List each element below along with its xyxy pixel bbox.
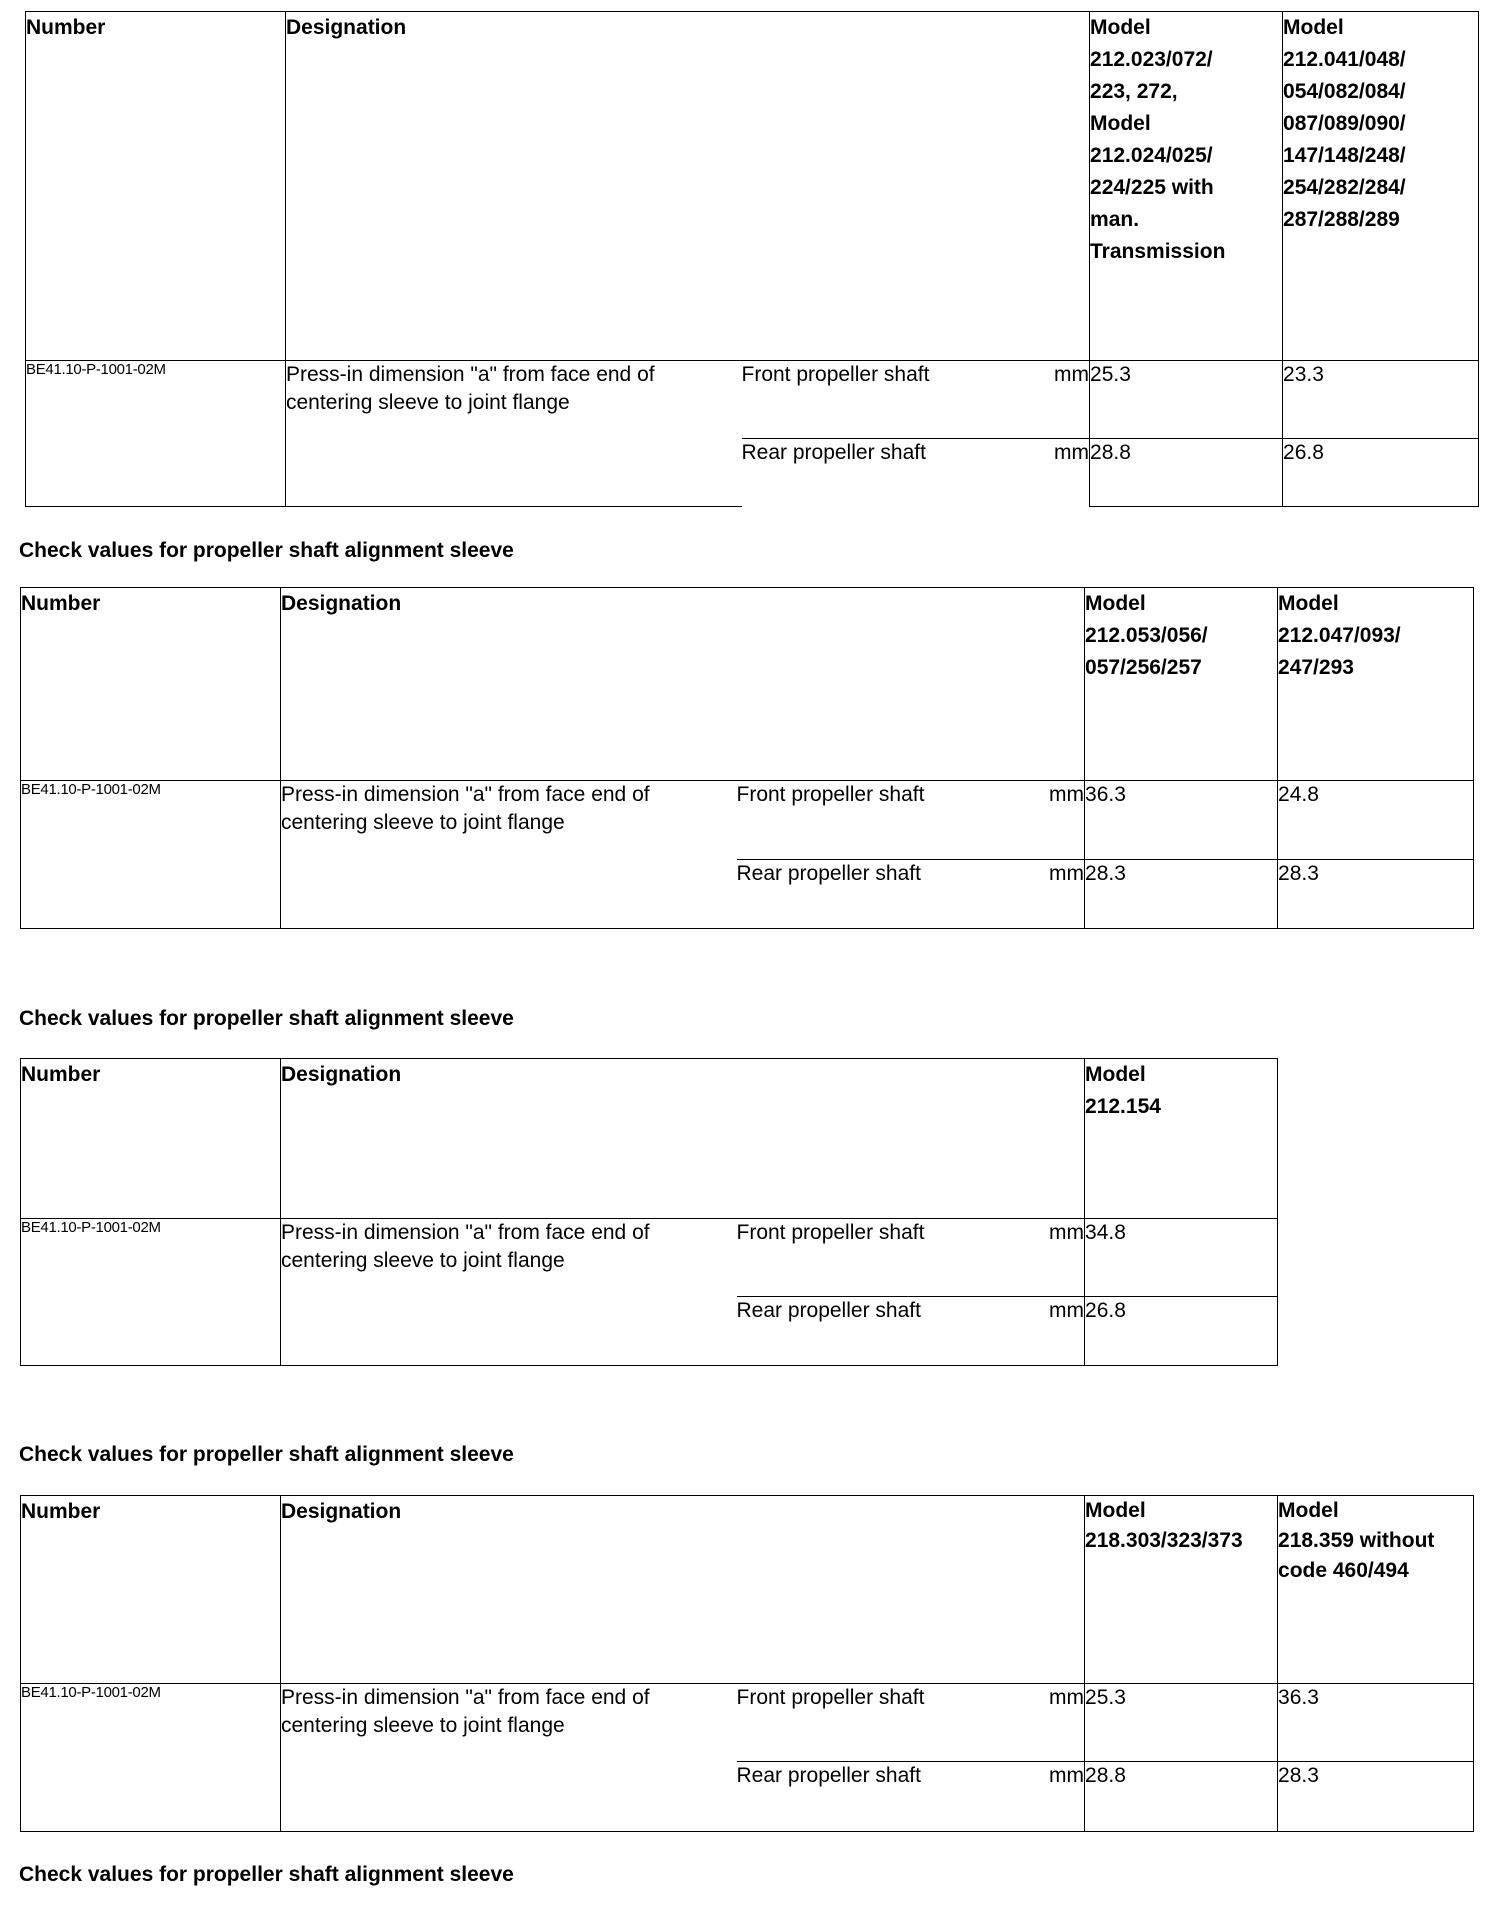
rear-value-model-1: 28.3 — [1085, 860, 1278, 929]
rear-shaft-unit: mm — [1013, 1297, 1085, 1366]
rear-shaft-unit: mm — [1013, 1762, 1085, 1832]
header-model-2: Model 218.359 without code 460/494 — [1278, 1496, 1474, 1684]
front-value-model-2: 36.3 — [1278, 1684, 1474, 1762]
front-value-model-1: 34.8 — [1085, 1219, 1278, 1297]
row-designation: Press-in dimension "a" from face end of centering sleeve to joint flange — [281, 1684, 737, 1832]
header-designation: Designation — [281, 588, 1085, 781]
front-value-model-2: 24.8 — [1278, 781, 1474, 860]
row-designation: Press-in dimension "a" from face end of centering sleeve to joint flange — [286, 361, 742, 507]
front-shaft-label: Front propeller shaft — [737, 1684, 1013, 1762]
section-heading-4: Check values for propeller shaft alignment sleeve — [19, 1863, 514, 1886]
header-number: Number — [21, 1496, 281, 1684]
front-shaft-label: Front propeller shaft — [737, 1219, 1013, 1297]
spec-table-2 — [20, 587, 1474, 929]
spec-table-3 — [20, 1058, 1278, 1366]
header-model-1: Model 212.023/072/ 223, 272, Model 212.024/025/ 224/225 with man. Transmission — [1090, 12, 1283, 361]
row-number: BE41.10-P-1001-02M — [21, 1684, 281, 1832]
section-heading-3: Check values for propeller shaft alignment sleeve — [19, 1443, 514, 1466]
header-model-1: Model 218.303/323/373 — [1085, 1496, 1278, 1684]
front-shaft-unit: mm — [1018, 361, 1090, 439]
rear-shaft-label: Rear propeller shaft — [737, 1297, 1013, 1366]
front-value-model-1: 25.3 — [1090, 361, 1283, 439]
front-shaft-unit: mm — [1013, 1219, 1085, 1297]
rear-value-model-2: 26.8 — [1283, 439, 1479, 507]
row-number: BE41.10-P-1001-02M — [21, 1219, 281, 1366]
rear-value-model-1: 26.8 — [1085, 1297, 1278, 1366]
rear-shaft-label: Rear propeller shaft — [742, 439, 1018, 507]
header-number: Number — [21, 1059, 281, 1219]
header-number: Number — [21, 588, 281, 781]
row-designation: Press-in dimension "a" from face end of centering sleeve to joint flange — [281, 1219, 737, 1366]
front-shaft-unit: mm — [1013, 781, 1085, 860]
rear-value-model-1: 28.8 — [1090, 439, 1283, 507]
header-model-2: Model 212.047/093/ 247/293 — [1278, 588, 1474, 781]
row-number: BE41.10-P-1001-02M — [21, 781, 281, 929]
header-designation: Designation — [281, 1496, 1085, 1684]
section-heading-2: Check values for propeller shaft alignment sleeve — [19, 1007, 514, 1030]
header-designation: Designation — [286, 12, 1090, 361]
rear-value-model-2: 28.3 — [1278, 1762, 1474, 1832]
section-heading-1: Check values for propeller shaft alignment sleeve — [19, 539, 514, 562]
header-number: Number — [26, 12, 286, 361]
row-number: BE41.10-P-1001-02M — [26, 361, 286, 507]
rear-shaft-unit: mm — [1018, 439, 1090, 507]
front-value-model-2: 23.3 — [1283, 361, 1479, 439]
front-shaft-unit: mm — [1013, 1684, 1085, 1762]
front-value-model-1: 25.3 — [1085, 1684, 1278, 1762]
header-model-1: Model 212.053/056/ 057/256/257 — [1085, 588, 1278, 781]
spec-table-1 — [25, 11, 1479, 507]
front-value-model-1: 36.3 — [1085, 781, 1278, 860]
spec-table-4 — [20, 1495, 1474, 1832]
rear-value-model-2: 28.3 — [1278, 860, 1474, 929]
header-model-1: Model 212.154 — [1085, 1059, 1278, 1219]
rear-shaft-label: Rear propeller shaft — [737, 1762, 1013, 1832]
rear-shaft-label: Rear propeller shaft — [737, 860, 1013, 929]
front-shaft-label: Front propeller shaft — [742, 361, 1018, 439]
rear-value-model-1: 28.8 — [1085, 1762, 1278, 1832]
row-designation: Press-in dimension "a" from face end of centering sleeve to joint flange — [281, 781, 737, 929]
header-designation: Designation — [281, 1059, 1085, 1219]
front-shaft-label: Front propeller shaft — [737, 781, 1013, 860]
rear-shaft-unit: mm — [1013, 860, 1085, 929]
header-model-2: Model 212.041/048/ 054/082/084/ 087/089/090/ 147/148/248/ 254/282/284/ 287/288/289 — [1283, 12, 1479, 361]
